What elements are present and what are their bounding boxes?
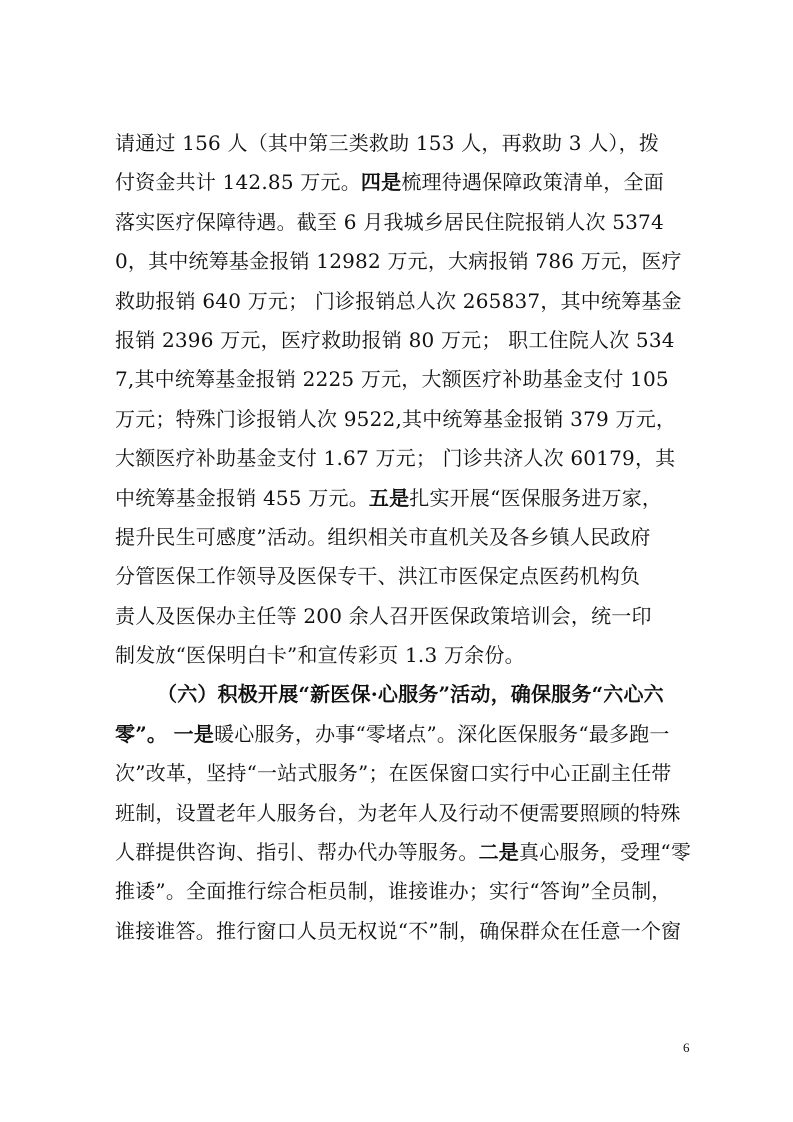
text-line: 报销 2396 万元，医疗救助报销 80 万元； 职工住院人次 534 <box>115 327 675 352</box>
text-line: 次”改革，坚持“一站式服务”；在医保窗口实行中心正副主任带 <box>115 761 672 786</box>
text-line: 7,其中统筹基金报销 2225 万元，大额医疗补助基金支付 105 <box>115 367 669 392</box>
section-heading: （六）积极开展“新医保·心服务”活动，确保服务“六心六 <box>157 682 664 707</box>
text-line: 分管医保工作领导及医保专干、洪江市医保定点医药机构负 <box>115 564 641 589</box>
text-line: 落实医疗保障待遇。截至 6 月我城乡居民住院报销人次 5374 <box>115 209 664 234</box>
text-line: 0，其中统筹基金报销 12982 万元，大病报销 786 万元，医疗 <box>115 249 682 274</box>
item-marker: 四是 <box>360 170 402 195</box>
text-line: 责人及医保办主任等 200 余人召开医保政策培训会，统一印 <box>115 603 652 628</box>
section-heading-end: 零”。 <box>115 721 168 746</box>
item-marker: 一是 <box>173 721 215 746</box>
text-line: 零”。 一是暖心服务，办事“零堵点”。深化医保服务“最多跑一 <box>115 721 670 746</box>
text-line: 人群提供咨询、指引、帮办代办等服务。二是真心服务，受理“零 <box>115 840 692 865</box>
item-marker: 二是 <box>478 840 520 865</box>
body-text <box>115 124 695 951</box>
text-line: 救助报销 640 万元； 门诊报销总人次 265837，其中统筹基金 <box>115 288 682 313</box>
text-line: 推诿”。全面推行综合柜员制，谁接谁办；实行“答询”全员制， <box>115 879 672 904</box>
text-line: 中统筹基金报销 455 万元。五是扎实开展“医保服务进万家， <box>115 485 663 510</box>
text-line: 制发放“医保明白卡”和宣传彩页 1.3 万余份。 <box>115 643 525 668</box>
text-line: 提升民生可感度”活动。组织相关市直机关及各乡镇人民政府 <box>115 524 651 549</box>
text-line: 大额医疗补助基金支付 1.67 万元； 门诊共济人次 60179，其 <box>115 446 676 471</box>
item-marker: 五是 <box>368 485 410 510</box>
page-number: 6 <box>683 1040 690 1055</box>
text-line: 请通过 156 人（其中第三类救助 153 人，再救助 3 人），拨 <box>115 131 660 155</box>
text-line: 班制，设置老年人服务台，为老年人及行动不便需要照顾的特殊 <box>115 800 681 825</box>
text-line: 万元；特殊门诊报销人次 9522,其中统筹基金报销 379 万元， <box>115 406 677 431</box>
text-line: 谁接谁答。推行窗口人员无权说“不”制，确保群众在任意一个窗 <box>115 918 682 943</box>
text-line: 付资金共计 142.85 万元。四是梳理待遇保障政策清单，全面 <box>115 170 664 195</box>
